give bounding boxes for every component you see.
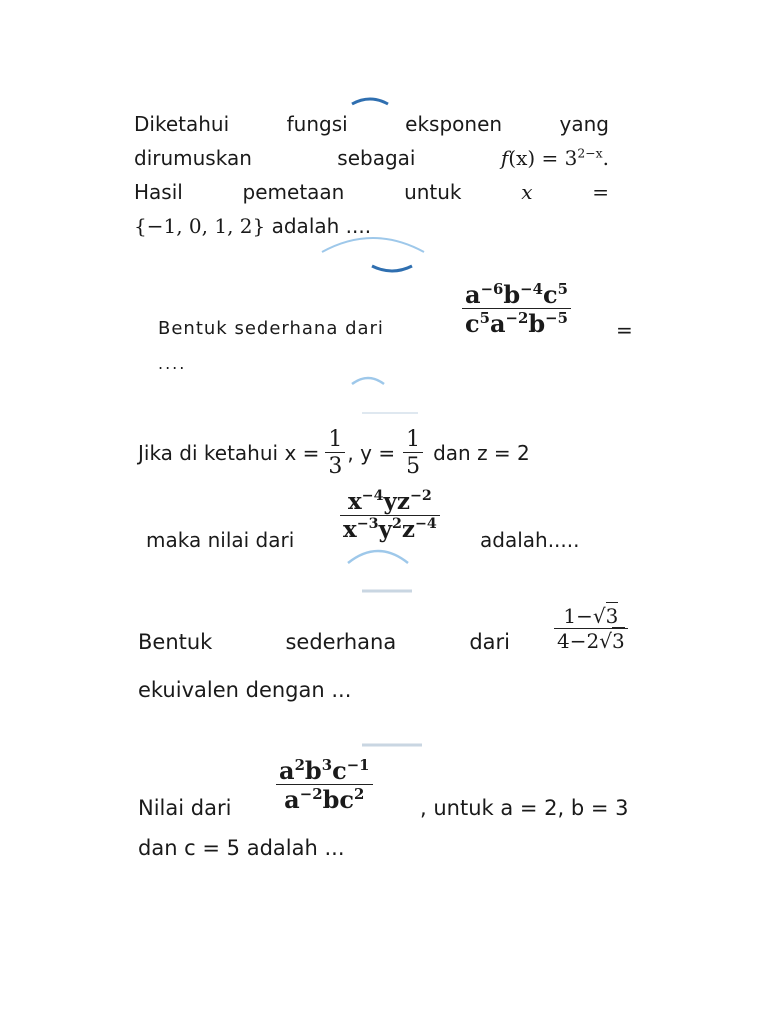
q4-line-2: ekuivalen dengan ... <box>138 678 352 702</box>
q1-word: eksponen <box>405 112 503 136</box>
q1-line-3 <box>134 180 609 204</box>
q5-prefix: Nilai dari <box>138 796 232 820</box>
q1-word: Diketahui <box>134 112 230 136</box>
q4-line-1 <box>138 630 510 654</box>
q3-denominator: $x^{-3}y^2z^{-4}$ <box>343 516 437 544</box>
q1-word: sebagai <box>337 146 416 170</box>
decorative-arc-3 <box>370 264 414 276</box>
q4-word: sederhana <box>285 630 397 654</box>
q1-word: fungsi <box>286 112 348 136</box>
q1-word: yang <box>559 112 609 136</box>
q2-dots: .... <box>158 354 187 373</box>
q2-equals: = <box>616 318 633 342</box>
q3-text: , y = <box>347 441 396 466</box>
q1-domain-set: {−1, 0, 1, 2} <box>134 214 266 238</box>
q4-fraction <box>554 606 628 652</box>
q2-numerator: $a^{-6}b^{-4}c^5$ <box>462 282 571 309</box>
q1-equals: = <box>592 180 609 204</box>
q1-line-1 <box>134 112 609 136</box>
q3-text: Jika di ketahui x = <box>138 441 320 466</box>
q4-word: dari <box>469 630 510 654</box>
q3-suffix: adalah..... <box>480 528 580 552</box>
q5-line-2: dan c = 5 adalah ... <box>138 836 345 860</box>
q1-ending: adalah .... <box>271 214 372 238</box>
q1-word: dirumuskan <box>134 146 252 170</box>
q4-word: Bentuk <box>138 630 213 654</box>
q1-line-4 <box>134 214 371 238</box>
q1-variable: x <box>521 180 533 204</box>
q4-numerator: 1−√3 <box>554 606 628 629</box>
q2-prefix: Bentuk sederhana dari <box>158 318 384 339</box>
q3-x-fraction: $\frac{1}{3}$ <box>325 428 345 478</box>
decorative-arc-4 <box>350 372 386 386</box>
q3-text: dan z = 2 <box>433 441 530 466</box>
q5-denominator: $a^{-2}bc^2$ <box>284 784 365 815</box>
q2-denominator: $c^5a^{-2}b^{-5}$ <box>465 308 568 339</box>
q1-word: Hasil <box>134 180 183 204</box>
q1-word: untuk <box>404 180 462 204</box>
decorative-arc-8 <box>360 742 424 748</box>
q2-fraction <box>462 279 571 339</box>
decorative-arc-5 <box>360 410 420 416</box>
q5-numerator: $a^2b^3c^{-1}$ <box>276 758 373 785</box>
decorative-arc-7 <box>360 588 414 594</box>
q3-line-1 <box>138 428 530 478</box>
decorative-arc-1 <box>350 96 390 108</box>
q3-prefix: maka nilai dari <box>146 528 295 552</box>
q3-fraction <box>340 490 440 542</box>
q5-fraction <box>276 755 373 815</box>
q4-denominator: 4−2√3 <box>557 629 625 653</box>
decorative-arc-6 <box>346 545 410 565</box>
q1-function-formula: $f(x) = 3^{2-x}$. <box>500 145 609 170</box>
q3-numerator: $x^{-4}yz^{-2}$ <box>340 490 440 516</box>
q1-word: pemetaan <box>242 180 345 204</box>
q1-line-2 <box>134 146 609 170</box>
q5-suffix: , untuk a = 2, b = 3 <box>420 796 629 820</box>
q3-y-fraction: $\frac{1}{5}$ <box>403 428 423 478</box>
